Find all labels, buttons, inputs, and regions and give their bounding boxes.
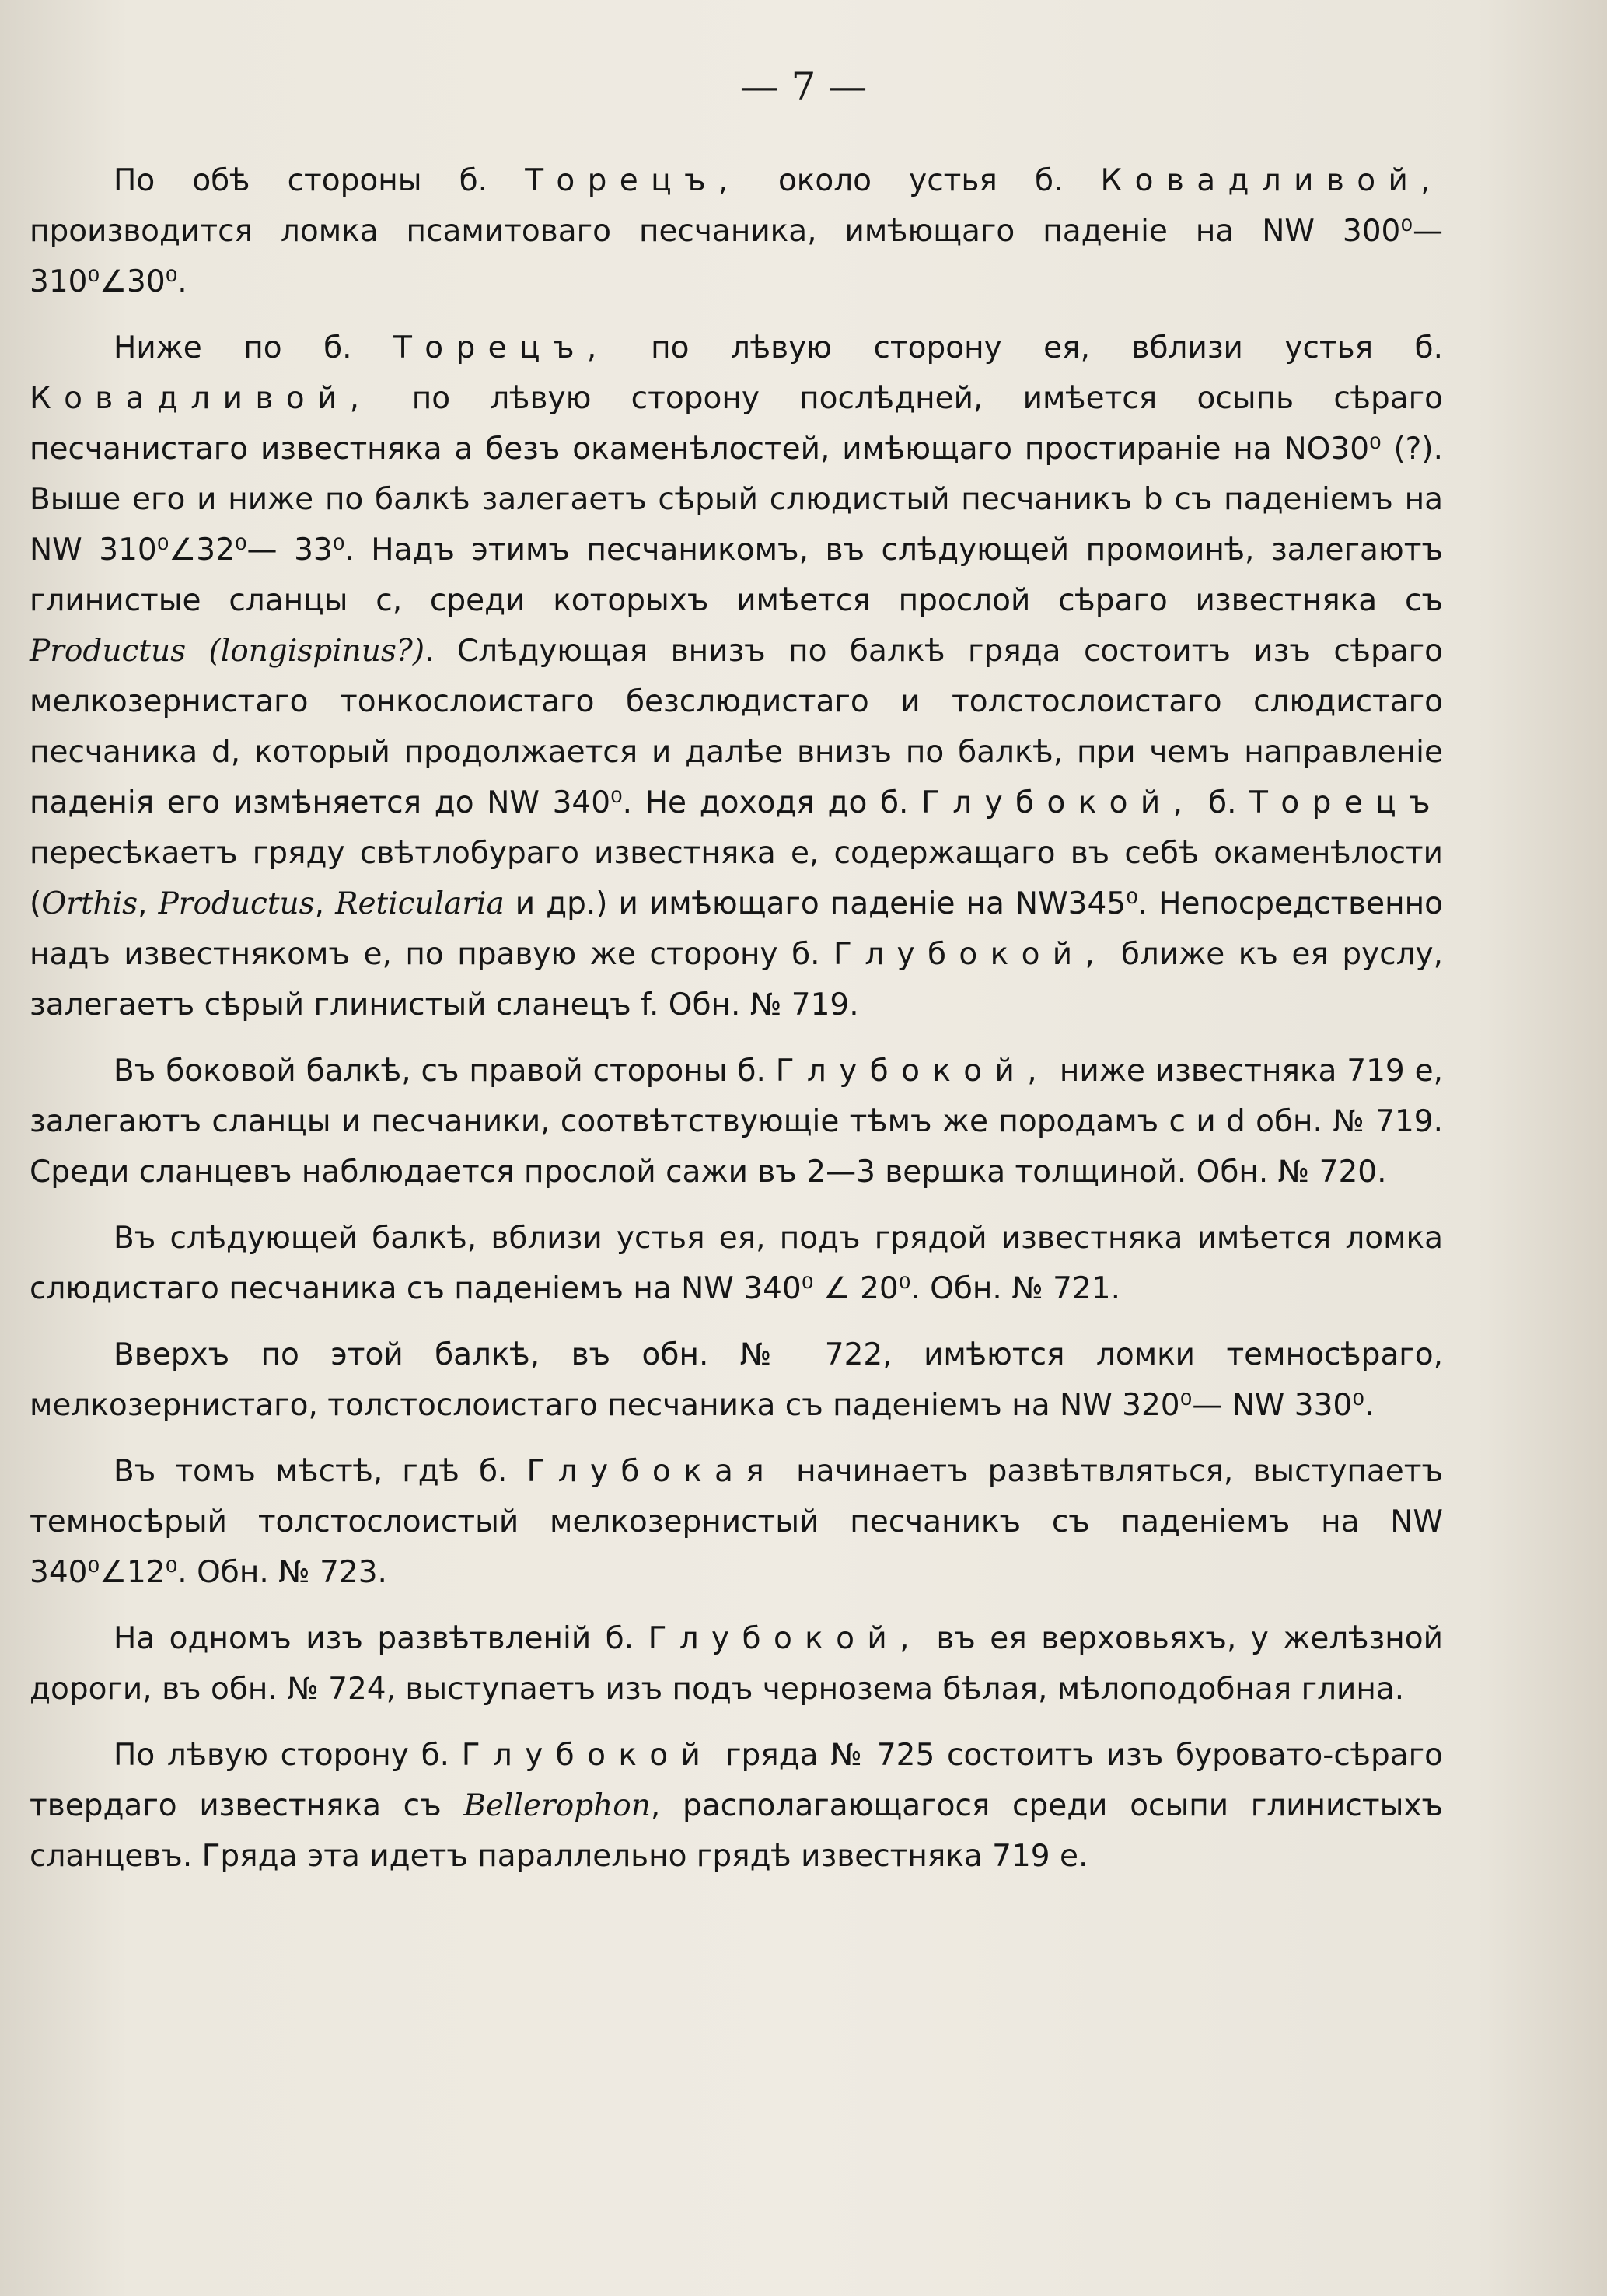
italic-text: Productus: [158, 886, 315, 921]
text-run: ,: [314, 886, 336, 921]
text-run: и др.) и имѣющаго паденіе на NW345⁰. Непосредственно надъ известнякомъ e, по правую же сторону б.: [30, 886, 1443, 972]
italic-text: Orthis: [41, 886, 138, 921]
text-run: Вверхъ по этой балкѣ, въ обн. № 722, имѣются ломки темносѣраго, мелкозернистаго, толстослоистаго песчаника съ паденіемъ на NW 320⁰— NW 330⁰.: [30, 1337, 1443, 1423]
text-run: по лѣвую сторону ея, вблизи устья б.: [609, 330, 1443, 365]
italic-text: Productus (longispinus?): [30, 634, 425, 669]
paragraph: [30, 1446, 1443, 1598]
text-run: производится ломка псамитоваго песчаника, имѣющаго паденіе на NW 300⁰—310⁰∠30⁰.: [30, 214, 1443, 299]
paragraph: [30, 1730, 1443, 1882]
body-text: [30, 156, 1443, 1897]
italic-text: Bellerophon: [463, 1788, 651, 1823]
text-run: Въ слѣдующей балкѣ, вблизи устья ея, подъ грядой известняка имѣется ломка слюдистаго песчаника съ паденіемъ на NW 340⁰ ∠ 20⁰. Обн. № 721.: [30, 1221, 1443, 1306]
text-run: ближе къ ея руслу, залегаетъ сѣрый глинистый сланецъ f. Обн. № 719.: [30, 937, 1443, 1022]
spaced-text: Торецъ,: [525, 163, 741, 198]
spaced-text: Торецъ,: [393, 330, 610, 365]
text-run: пересѣкаетъ гряду свѣтлобураго известняка e, содержащаго въ себѣ окаменѣлости (: [30, 836, 1443, 921]
text-run: . Слѣдующая внизъ по балкѣ гряда состоитъ изъ сѣраго мелкозернистаго тонкослоистаго безслюдистаго и толстослоистаго слюдистаго песчаника d, который продолжается и далѣе внизъ по балкѣ, при чемъ направленіе паденія его измѣняется до NW 340⁰. Не доходя до б.: [30, 634, 1444, 820]
spaced-text: Глубокая: [526, 1454, 777, 1489]
spaced-text: Торецъ: [1249, 785, 1443, 820]
paragraph: [30, 323, 1443, 1030]
text-run: , располагающагося среди осыпи глинистыхъ сланцевъ. Гряда эта идетъ параллельно грядѣ известняка 719 e.: [30, 1788, 1443, 1874]
text-run: На одномъ изъ развѣтвленій б.: [114, 1621, 648, 1656]
text-run: Въ боковой балкѣ, съ правой стороны б.: [114, 1054, 776, 1089]
text-run: начинаетъ развѣтвляться, выступаетъ темносѣрый толстослоистый мелкозернистый песчаникъ съ паденіемъ на NW 340⁰∠12⁰. Обн. № 723.: [30, 1454, 1444, 1590]
text-run: ,: [138, 886, 159, 921]
text-run: ниже известняка 719 e, залегаютъ сланцы и песчаники, соотвѣтствующіе тѣмъ же породамъ c и d обн. № 719. Среди сланцевъ наблюдается прослой сажи въ 2—3 вершка толщиной. Обн. № 720.: [30, 1054, 1444, 1190]
text-run: по лѣвую сторону послѣдней, имѣется осыпь сѣраго песчанистаго известняка a безъ окаменѣлостей, имѣющаго простираніе на NO30⁰ (?). Выше его и ниже по балкѣ залегаетъ сѣрый слюдистый песчаникъ b съ паденіемъ на NW 310⁰∠32⁰— 33⁰. Надъ этимъ песчаникомъ, въ слѣдующей промоинѣ, залегаютъ глинистые сланцы c, среди которыхъ имѣется прослой сѣраго известняка съ: [30, 381, 1443, 618]
text-run: въ ея верховьяхъ, у желѣзной дороги, въ обн. № 724, выступаетъ изъ подъ чернозема бѣлая, мѣлоподобная глина.: [30, 1621, 1443, 1707]
spaced-text: Глубокой,: [648, 1621, 922, 1656]
spaced-text: Глубокой,: [775, 1054, 1050, 1089]
paragraph: [30, 156, 1443, 307]
paragraph: [30, 1046, 1443, 1197]
paragraph: [30, 1330, 1443, 1431]
italic-text: Reticularia: [335, 886, 505, 921]
text-run: Ниже по б.: [114, 330, 394, 365]
spaced-text: Ковадливой,: [1100, 163, 1443, 198]
text-run: По лѣвую сторону б.: [114, 1738, 462, 1773]
spaced-text: Глубокой,: [921, 785, 1196, 820]
text-run: б.: [1195, 785, 1250, 820]
spaced-text: Глубокой: [461, 1738, 714, 1773]
text-run: По обѣ стороны б.: [114, 163, 526, 198]
text-run: Въ томъ мѣстѣ, гдѣ б.: [114, 1454, 527, 1489]
page-number: — 7 —: [739, 64, 868, 109]
text-run: гряда № 725 состоитъ изъ буровато-сѣраго твердаго известняка съ: [30, 1738, 1443, 1823]
spaced-text: Глубокой,: [833, 937, 1108, 972]
text-run: около устья б.: [740, 163, 1101, 198]
paragraph: [30, 1613, 1443, 1714]
paragraph: [30, 1213, 1443, 1314]
spaced-text: Ковадливой,: [30, 381, 372, 416]
